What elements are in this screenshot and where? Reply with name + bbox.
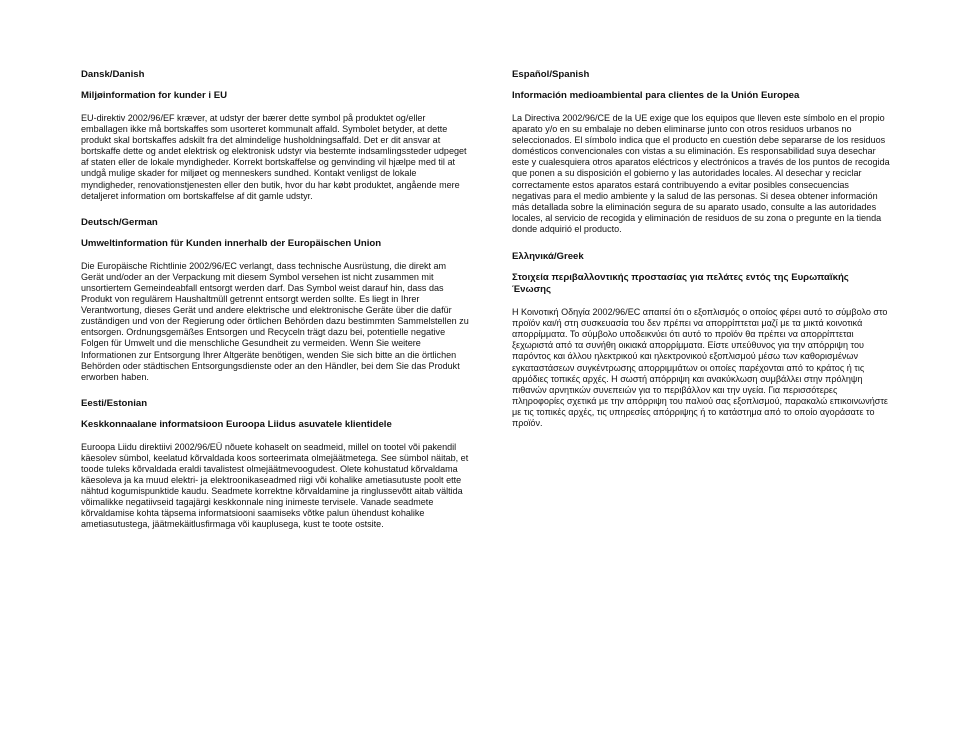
left-column (81, 69, 471, 531)
language-heading-estonian: Eesti/Estonian (81, 397, 148, 409)
language-heading-spanish: Español/Spanish (512, 69, 590, 80)
section-body-danish: EU-direktiv 2002/96/EF kræver, at udstyr der bærer dette symbol på produktet og/eller emballagen ikke må bortskaffes som usorteret kommunalt affald. Symbolet betyder, at dette produkt skal bortskaffes adskilt fra det almindelige husholdningsaffald. Det er dit ansvar at bortskaffe dette og andet elektrisk og elektronisk udstyr via bestemte indsamlingssteder udpeget af staten eller de lokale myndigheder. Korrekt bortskaffelse og genvinding vil hjælpe med til at undgå mulige skader for miljøet og menneskers sundhed. Kontakt venligst de lokale myndigheder, renovationstjenesten eller den butik, hvor du har købt produktet, angående mere detaljeret information om bortskaffelse af dit gamle udstyr. (81, 113, 467, 201)
section-heading-estonian: Keskkonnaalane informatsioon Euroopa Liidus asuvatele klientidele (81, 418, 392, 430)
section-body-greek: Η Κοινοτική Οδηγία 2002/96/EC απαιτεί ότι ο εξοπλισμός ο οποίος φέρει αυτό το σύμβολο στο προϊόν και/ή στη συσκευασία του δεν πρέπει να απορρίπτεται μαζί με τα μικτά κοινοτικά απορρίμματα. Το σύμβολο υποδεικνύει ότι αυτό το προϊόν θα πρέπει να απορρίπτεται ξεχωριστά από τα συνήθη οικιακά απορρίμματα. Είστε υπεύθυνος για την απόρριψη του παρόντος και άλλου ηλεκτρικού και ηλεκτρονικού εξοπλισμού μέσω των καθορισμένων εγκαταστάσεων συγκέντρωσης απορριμμάτων οι οποίες παρέχονται από το κράτος ή τις αρμόδιες τοπικές αρχές. Η σωστή απόρριψη και ανακύκλωση συμβάλλει στην πρόληψη πιθανών αρνητικών συνεπειών για το περιβάλλον και την υγεία. Για περισσότερες πληροφορίες σχετικά με την απόρριψη του παλιού σας εξοπλισμού, παρακαλώ επικοινωνήστε με τις τοπικές αρχές, τις υπηρεσίες απόρριψης ή το κατάστημα από το οποίο αγοράσατε το προϊόν. (512, 307, 888, 428)
section-german (81, 217, 471, 383)
section-greek (512, 251, 890, 429)
section-estonian (81, 398, 471, 531)
language-heading-greek: Ελληνικά/Greek (512, 251, 584, 263)
right-column (512, 69, 890, 429)
section-danish (81, 69, 471, 202)
section-heading-danish: Miljøinformation for kunder i EU (81, 90, 228, 101)
section-heading-greek: Στοιχεία περιβαλλοντικής προστασίας για πελάτες εντός της Ευρωπαϊκής Ένωσης (512, 272, 849, 296)
section-body-estonian: Euroopa Liidu direktiivi 2002/96/EÜ nõuete kohaselt on seadmeid, millel on tootel või pakendil käesolev sümbol, keelatud kõrvaldada koos sorteerimata olmejäätmetega. See sümbol näitab, et toode tuleks kõrvaldada eraldi tavalistest olmejäätmevoogudest. Olete kohustatud kõrvaldama käesoleva ja ka muud elektri- ja elektroonikaseadmed riigi või kohalike ametiasutuste poolt ette nähtud kogumispunktide kaudu. Seadmete korrektne kõrvaldamine ja ringlussevõtt aitab vältida võimalikke negatiivseid tagajärgi keskkonnale ning inimeste tervisele. Vanade seadmete kõrvaldamise kohta täpsema informatsiooni saamiseks võtke palun ühendust kohalike ametiasutustega, jäätmekäitlusfirmaga või kauplusega, kust te toote ostsite. (81, 441, 469, 530)
section-spanish (512, 69, 890, 235)
section-heading-spanish: Información medioambiental para clientes de la Unión Europea (512, 90, 800, 101)
section-body-spanish: La Directiva 2002/96/CE de la UE exige que los equipos que lleven este símbolo en el propio aparato y/o en su embalaje no deben eliminarse junto con otros residuos urbanos no seleccionados. El símbolo indica que el producto en cuestión debe separarse de los residuos domésticos convencionales con vistas a su eliminación. Es responsabilidad suya desechar este y cualesquiera otros aparatos eléctricos y electrónicos a través de los puntos de recogida que ponen a su disposición el gobierno y las autoridades locales. Al desechar y reciclar correctamente estos aparatos estará contribuyendo a evitar posibles consecuencias negativas para el medio ambiente y la salud de las personas. Si desea obtener información más detallada sobre la eliminación segura de su aparato usado, consulte a las autoridades locales, al servicio de recogida y eliminación de residuos de su zona o pregunte en la tienda donde adquirió el producto. (512, 113, 890, 234)
language-heading-danish: Dansk/Danish (81, 69, 145, 80)
section-heading-german: Umweltinformation für Kunden innerhalb der Europäischen Union (81, 237, 382, 249)
language-heading-german: Deutsch/German (81, 216, 158, 228)
section-body-german: Die Europäische Richtlinie 2002/96/EC verlangt, dass technische Ausrüstung, die direkt am Gerät und/oder an der Verpackung mit diesem Symbol versehen ist nicht zusammen mit unsortiertem Gemeindeabfall entsorgt werden darf. Das Symbol weist darauf hin, dass das Produkt von regulärem Haushaltmüll getrennt entsorgt werden sollte. Es liegt in Ihrer Verantwortung, dieses Gerät und andere elektrische und elektronische Geräte über die dafür zuständigen und von der Regierung oder örtlichen Behörden dazu bestimmten Sammelstellen zu entsorgen. Ordnungsgemäßes Entsorgen und Recyceln trägt dazu bei, potentielle negative Folgen für Umwelt und die menschliche Gesundheit zu vermeiden. Wenn Sie weitere Informationen zur Entsorgung Ihrer Altgeräte benötigen, wenden Sie sich bitte an die örtlichen Behörden oder städtischen Entsorgungsdienste oder an den Händler, bei dem Sie das Produkt erworben haben. (81, 260, 469, 382)
